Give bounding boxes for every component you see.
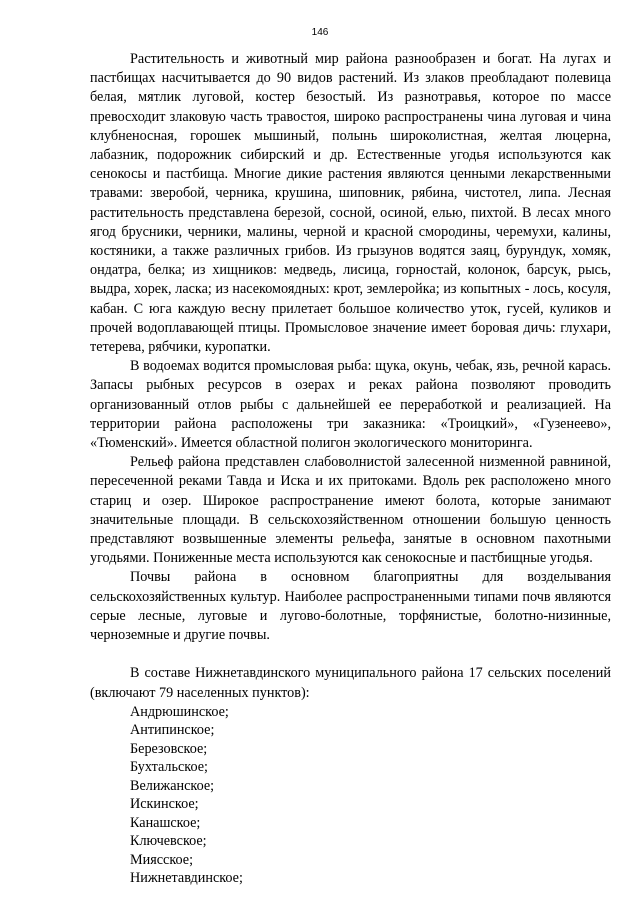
paragraph-spacer — [90, 645, 611, 664]
settlements-list — [90, 703, 611, 888]
list-item: Канашское; — [130, 814, 201, 831]
list-item: Антипинское; — [130, 722, 215, 739]
list-item: Березовское; — [130, 740, 208, 757]
list-item: Ключевское; — [130, 833, 207, 850]
list-item: Искинское; — [130, 796, 199, 813]
page-number: 146 — [311, 27, 329, 38]
page-content — [90, 50, 611, 888]
list-item: Миясское; — [130, 851, 194, 868]
paragraph-settlements-intro: В составе Нижнетавдинского муниципального района 17 сельских поселений (включают 79 населенных пунктов): — [90, 665, 611, 701]
list-item: Нижнетавдинское; — [130, 870, 243, 887]
paragraph-water-bodies: В водоемах водится промысловая рыба: щука, окунь, чебак, язь, речной карась. Запасы рыбных ресурсов в озерах и реках района позволяют проводить организованный отлов рыбы с дальнейшей ее переработкой и реализацией. На территории района расположены три заказника: «Троицкий», «Гузенеево», «Тюменский». Имеется областной полигон экологического мониторинга. — [90, 358, 611, 452]
paragraph-flora-fauna: Растительность и животный мир района разнообразен и богат. На лугах и пастбищах насчитывается до 90 видов растений. Из злаков преобладают полевица белая, мятлик луговой, костер безостый. Из разнотравья, которое по массе превосходит злаковую часть травостоя, широко распространены чина луговая и чина клубненосная, горошек мышиный, полынь широколистная, желтая люцерна, лабазник, подорожник сибирский и др. Естественные угодья используются как сенокосы и пастбища. Многие дикие растения являются ценными лекарственными травами: зверобой, черника, крушина, шиповник, рябина, чистотел, липа. Лесная растительность представлена березой, сосной, осиной, елью, пихтой. В лесах много ягод брусники, черники, малины, черной и красной смородины, черемухи, калины, костяники, а также различных грибов. Из грызунов водятся заяц, бурундук, хомяк, ондатра, белка; из хищников: медведь, лисица, горностай, колонок, барсук, рысь, выдра, хорек, ласка; из насекомоядных: крот, землеройка; из копытных - лось, косуля, кабан. С юга каждую весну прилетает большое количество уток, гусей, куликов и прочей водоплавающей птицы. Промысловое значение имеет боровая дичь: глухари, тетерева, рябчики, куропатки. — [90, 51, 611, 356]
list-item: Андрюшинское; — [130, 703, 229, 720]
list-item: Бухтальское; — [130, 759, 208, 776]
paragraph-relief: Рельеф района представлен слабоволнистой залесенной низменной равниной, пересеченной реками Тавда и Иска и их притоками. Вдоль рек расположено много стариц и озер. Широкое распространение имеют болота, которые занимают значительные площади. В сельскохозяйственном отношении большую ценность представляют возвышенные элементы рельефа, занятые в основном пахотными угодьями. Пониженные места используются как сенокосные и пастбищные угодья. — [90, 454, 611, 567]
list-item: Велижанское; — [130, 777, 215, 794]
paragraph-soils: Почвы района в основном благоприятны для возделывания сельскохозяйственных культур. Наиболее распространенными типами почв являются серые лесные, луговые и лугово-болотные, торфянистые, болотно-низинные, черноземные и другие почвы. — [90, 569, 611, 644]
